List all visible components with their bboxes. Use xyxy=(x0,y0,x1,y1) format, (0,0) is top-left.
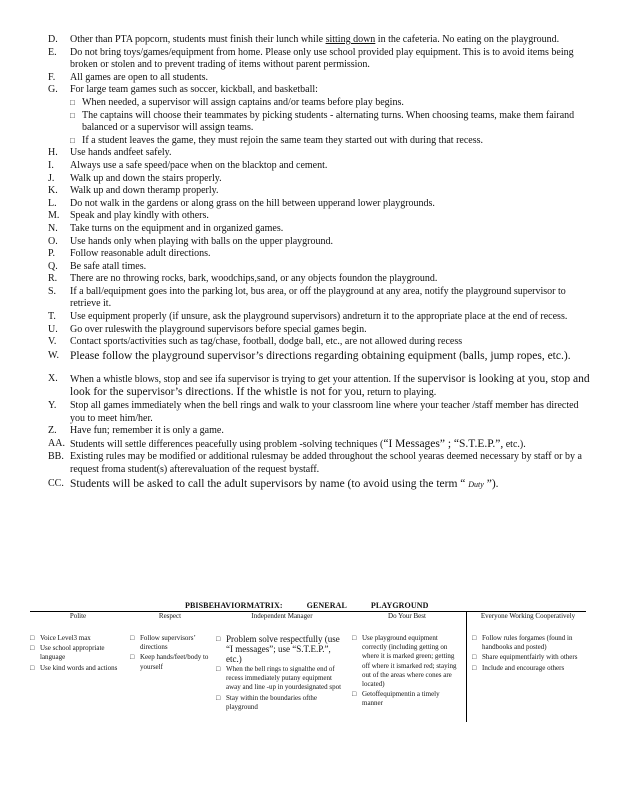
matrix-item: □ Voice Level3 max xyxy=(30,634,126,643)
rule-e: E. Do not bring toys/games/equipment from home. Please only use school provided play equipment. This is to avoid items being broken or stolen and to prevent trading of items without parent permission. xyxy=(48,46,574,71)
rule-letter: P. xyxy=(48,248,55,260)
rule-cc: CC. Students will be asked to call the adult supervisors by name (to avoid using the term “ Duty ”). xyxy=(48,477,499,490)
rule-y: Y. Stop all games immediately when the bell rings and walk to your classroom line where your teacher /staff member has directed you to meet him/her. xyxy=(48,400,579,424)
rule-letter: O. xyxy=(48,235,58,247)
rule-letter: Q. xyxy=(48,260,58,272)
rule-g: G. For large team games such as soccer, kickball, and basketball: xyxy=(48,84,318,96)
matrix-item: □ Use kind words and actions xyxy=(30,664,126,673)
rule-letter: M. xyxy=(48,210,60,222)
column-header: Independent Manager xyxy=(251,612,313,620)
rule-l: L. Do not walk in the gardens or along grass on the hill between upperand lower playgrounds. xyxy=(48,197,435,209)
rule-letter: AA. xyxy=(48,437,65,449)
column-divider xyxy=(466,612,467,722)
rule-letter: V. xyxy=(48,336,57,348)
rule-z: Z. Have fun; remember it is only a game. xyxy=(48,425,224,437)
column-header: Respect xyxy=(158,612,182,620)
rule-aa: AA. Students will settle differences peacefully using problem -solving techniques (“I Messages” ; “S.T.E.P.”, etc.). xyxy=(48,437,526,450)
checkbox-icon: □ xyxy=(70,97,75,107)
rule-letter: L. xyxy=(48,197,57,209)
rule-bb: BB. Existing rules may be modified or additional rulesmay be added throughout the school yearas deemed necessary by staff or by a request froma student(s) afterevaluation of the request bystaff. xyxy=(48,451,582,475)
rule-s: S. If a ball/equipment goes into the parking lot, bus area, or off the playground at any area, notify the playground supervisor to retrieve it. xyxy=(48,285,566,310)
rule-i: I. Always use a safe speed/pace when on the blacktop and cement. xyxy=(48,159,328,171)
rule-letter: G. xyxy=(48,84,58,96)
matrix-item: □ Keep hands/feet/body to yourself xyxy=(130,653,210,671)
rule-letter: I. xyxy=(48,159,54,171)
matrix-title: PBISBEHAVIORMATRIX: GENERAL PLAYGROUND xyxy=(185,601,429,610)
rule-o: O. Use hands only when playing with balls on the upper playground. xyxy=(48,235,334,247)
rule-p: P. Follow reasonable adult directions. xyxy=(48,248,211,260)
column-header: Do Your Best xyxy=(388,612,426,620)
matrix-item: □ Share equipmentfairly with others xyxy=(472,653,584,662)
rule-g-sub: □ If a student leaves the game, they must rejoin the same team they started out with during that recess. xyxy=(70,134,483,146)
rule-letter: Y. xyxy=(48,400,57,412)
rule-letter: J. xyxy=(48,172,55,184)
rule-g-sub: □ When needed, a supervisor will assign captains and/or teams before play begins. xyxy=(70,96,404,108)
matrix-item: □ Follow rules forgames (found in handbooks and posted) xyxy=(472,634,584,652)
column-header: Everyone Working Cooperatively xyxy=(480,612,576,620)
rule-g-sub: □ The captains will choose their teammates by picking students - alternating turns. When choosing teams, make them fairand balanced or a supervisor will assign teams. xyxy=(70,109,575,134)
matrix-item: □ Include and encourage others xyxy=(472,664,584,673)
rule-letter: BB. xyxy=(48,451,64,463)
matrix-item: □ Use school appropriate language xyxy=(30,644,126,662)
rule-q: Q. Be safe atall times. xyxy=(48,260,147,272)
rule-letter: X. xyxy=(48,372,58,384)
matrix-item: □ Getoffequipmentin a timely manner xyxy=(352,690,462,708)
matrix-column-independent-manager xyxy=(216,612,348,722)
rule-letter: E. xyxy=(48,46,57,58)
rule-u: U. Go over ruleswith the playground supervisors before special games begin. xyxy=(48,323,367,335)
rule-d: D. Other than PTA popcorn, students must finish their lunch while sitting down in the cafeteria. No eating on the playground. xyxy=(48,34,560,45)
rule-n: N. Take turns on the equipment and in organized games. xyxy=(48,222,284,234)
rule-letter: T. xyxy=(48,311,56,323)
matrix-column-polite xyxy=(30,612,126,722)
behavior-matrix xyxy=(30,611,586,722)
rule-letter: U. xyxy=(48,323,58,335)
checkbox-icon: □ xyxy=(70,135,75,145)
duty-term: Duty xyxy=(468,479,484,489)
rule-v: V. Contact sports/activities such as tag/chase, football, dodge ball, etc., are not allowed during recess xyxy=(48,336,463,348)
rule-letter: H. xyxy=(48,147,58,159)
rules-list xyxy=(0,34,618,492)
column-header: Polite xyxy=(69,612,87,620)
checkbox-icon: □ xyxy=(70,110,75,120)
matrix-item: □ Follow supervisors’ directions xyxy=(130,634,210,652)
rule-k: K. Walk up and down theramp properly. xyxy=(48,185,219,197)
rule-r: R. There are no throwing rocks, bark, woodchips,sand, or any objects foundon the playground. xyxy=(48,273,438,285)
rule-f: F. All games are open to all students. xyxy=(48,71,209,83)
matrix-column-respect xyxy=(130,612,210,722)
rule-letter: W. xyxy=(48,349,60,361)
rule-x: X. When a whistle blows, stop and see ifa supervisor is trying to get your attention. If the supervisor is looking at you, stop and look for the supervisor’s directions. If the whistle is not for you, return to playing. xyxy=(48,372,590,399)
underlined-phrase: sitting down xyxy=(325,34,376,45)
matrix-item: □ When the bell rings to signalthe end of recess immediately putany equipment away and line -up in yourdesignated spot xyxy=(216,665,348,693)
rule-t: T. Use equipment properly (if unsure, ask the playground supervisors) andreturn it to the appropriate place at the end of recess. xyxy=(48,311,568,323)
rule-letter: CC. xyxy=(48,477,64,489)
rule-letter: K. xyxy=(48,185,58,197)
rule-letter: R. xyxy=(48,273,58,285)
rule-j: J. Walk up and down the stairs properly. xyxy=(48,172,222,184)
rule-h: H. Use hands andfeet safely. xyxy=(48,147,172,159)
rule-letter: N. xyxy=(48,222,58,234)
matrix-item: □ Use playground equipment correctly (including getting on where it is marked green; getting off where it ismarked red; staying out of the areas where cones are located) xyxy=(352,634,462,689)
rule-w: W. Please follow the playground supervisor’s directions regarding obtaining equipment (balls, jump ropes, etc.). xyxy=(48,349,571,362)
matrix-item: □ Problem solve respectfully (use “I messages”; use “S.T.E.P.”, etc.) xyxy=(216,634,348,664)
rule-m: M. Speak and play kindly with others. xyxy=(48,210,209,222)
matrix-column-do-your-best xyxy=(352,612,462,722)
rule-letter: Z. xyxy=(48,425,57,437)
matrix-item: □ Stay within the boundaries ofthe playground xyxy=(216,694,348,712)
rule-letter: S. xyxy=(48,285,57,297)
rule-letter: F. xyxy=(48,71,56,83)
rule-letter: D. xyxy=(48,34,58,45)
matrix-column-cooperation xyxy=(472,612,584,722)
